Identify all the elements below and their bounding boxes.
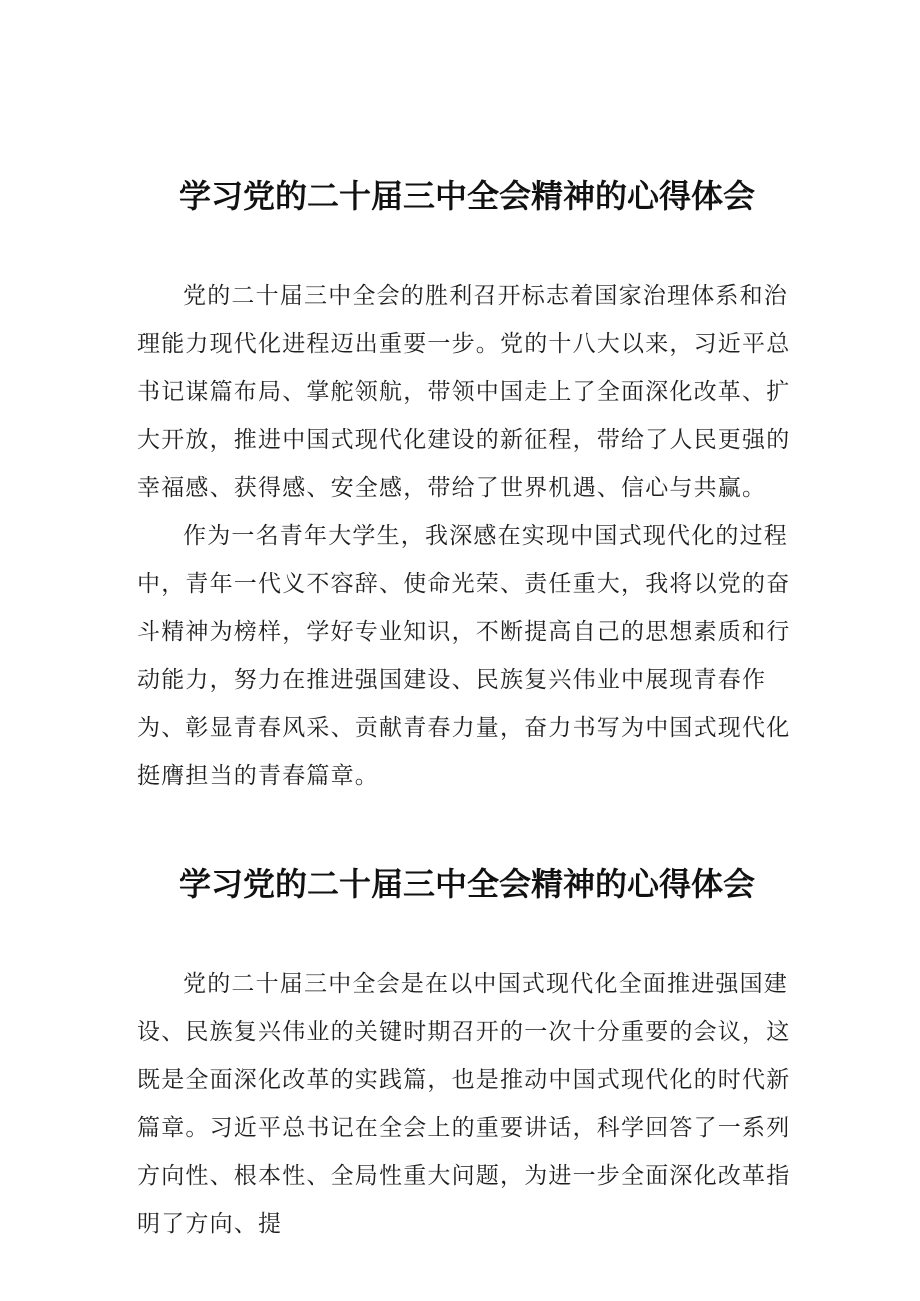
article-1 [137, 170, 797, 800]
article-body [137, 272, 797, 800]
article-body [137, 960, 797, 1248]
paragraph: 党的二十届三中全会是在以中国式现代化全面推进强国建设、民族复兴伟业的关键时期召开的一次十分重要的会议，这既是全面深化改革的实践篇，也是推动中国式现代化的时代新篇章。习近平总书记在全会上的重要讲话，科学回答了一系列方向性、根本性、全局性重大问题，为进一步全面深化改革指明了方向、提 [137, 971, 791, 1237]
article-2 [137, 858, 797, 1248]
paragraph: 作为一名青年大学生，我深感在实现中国式现代化的过程中，青年一代义不容辞、使命光荣、责任重大，我将以党的奋斗精神为榜样，学好专业知识，不断提高自己的思想素质和行动能力，努力在推进强国建设、民族复兴伟业中展现青春作为、彰显青春风采、贡献青春力量，奋力书写为中国式现代化挺膺担当的青春篇章。 [137, 523, 791, 789]
article-title: 学习党的二十届三中全会精神的心得体会 [178, 865, 755, 903]
paragraph: 党的二十届三中全会的胜利召开标志着国家治理体系和治理能力现代化进程迈出重要一步。党的十八大以来，习近平总书记谋篇布局、掌舵领航，带领中国走上了全面深化改革、扩大开放，推进中国式现代化建设的新征程，带给了人民更强的幸福感、获得感、安全感，带给了世界机遇、信心与共赢。 [137, 283, 791, 501]
article-title: 学习党的二十届三中全会精神的心得体会 [178, 177, 755, 215]
